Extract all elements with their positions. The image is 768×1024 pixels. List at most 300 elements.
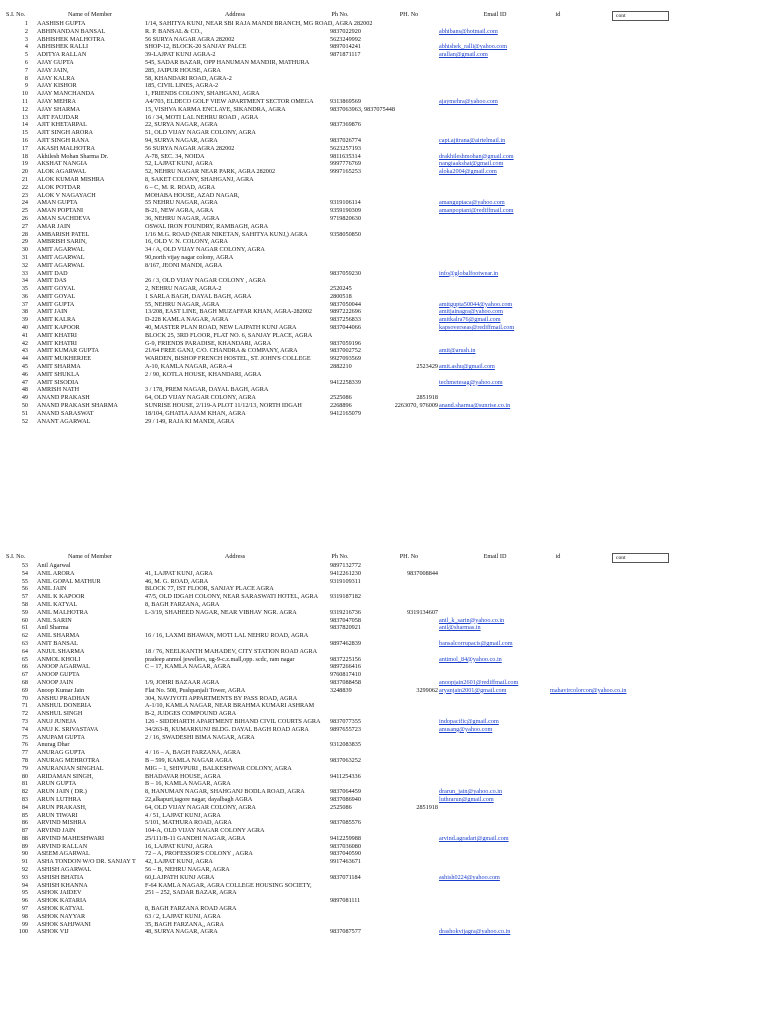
- table-row: [0, 780, 768, 788]
- header-id: id: [555, 553, 561, 560]
- cell-sl: 83: [21, 795, 28, 803]
- cell-sl: 19: [21, 160, 28, 168]
- cell-name: ARUN GUPTA: [37, 780, 77, 788]
- table-row: [0, 788, 768, 796]
- table-row: [0, 285, 768, 293]
- cell-phone: 2268896: [330, 402, 352, 410]
- cell-address: C – 17, KAMLA NAGAR, AGRA: [145, 663, 231, 671]
- cell-name: AMAR JAIN: [37, 222, 71, 230]
- cell-phone: 9837002752: [330, 347, 361, 355]
- cell-sl: 81: [21, 780, 28, 788]
- table-row: [0, 363, 768, 371]
- table-row: [0, 804, 768, 812]
- table-row: [0, 67, 768, 75]
- cell-email[interactable]: anil@sharmas.in: [439, 624, 481, 632]
- cell-name: ALOK KUMAR MISHRA: [37, 175, 105, 183]
- table-row: [0, 624, 768, 632]
- cell-address: L-3/19, SHAHEED NAGAR, NEAR VIBHAV NGR. AGRA: [145, 608, 297, 616]
- cell-sl: 6: [24, 58, 28, 66]
- cell-sl: 32: [21, 261, 28, 269]
- cell-address: 16 / 16, LAXMI BHAWAN, MOTI LAL NEHRU ROAD, AGRA: [145, 632, 309, 640]
- table-row: [0, 184, 768, 192]
- cell-address: 58, KHANDARI ROAD, AGRA-2: [145, 74, 232, 82]
- cell-address: 104-A, OLD VIJAY NAGAR COLONY AGRA: [145, 827, 265, 835]
- cell-phone: 9837256833: [330, 316, 361, 324]
- cell-sl: 91: [21, 858, 28, 866]
- cell-address: 42, LAJPAT KUNJ, AGRA: [145, 858, 213, 866]
- cell-sl: 34: [21, 277, 28, 285]
- table-row: [0, 246, 768, 254]
- table-row: [0, 262, 768, 270]
- cell-name: ANIL SHARMA: [37, 632, 80, 640]
- cell-name: AMAN SACHDEVA: [37, 214, 91, 222]
- cell-phone: 9837071184: [330, 873, 361, 881]
- cell-sl: 37: [21, 300, 28, 308]
- cell-email[interactable]: capt.ajitrana@airtelmail.in: [439, 136, 506, 144]
- cell-name: AMIT DAD: [37, 269, 68, 277]
- cell-address: 94, SURYA NAGAR, AGRA: [145, 136, 218, 144]
- cell-name: ARUN LUTHRA: [37, 795, 82, 803]
- cell-email[interactable]: nangiaakshat@gmail.com: [439, 160, 504, 168]
- cell-phone: 9412165079: [330, 409, 361, 417]
- cell-name: ASHOK JAIDEV: [37, 889, 82, 897]
- cell-name: ARIDAMAN SINGH,: [37, 772, 94, 780]
- table-row: [0, 371, 768, 379]
- cell-sl: 64: [21, 647, 28, 655]
- cell-email[interactable]: kapsoverseas@rediffmail.com: [439, 324, 515, 332]
- cell-address: 64, OLD VIJAY NAGAR COLONY, AGRA: [145, 803, 256, 811]
- cell-phone: 9319106114: [330, 199, 361, 207]
- cell-address: MIG – 1, SHIVPURI , BALKESHWAR COLONY, AGRA: [145, 764, 292, 772]
- cell-phone: 9897462839: [330, 639, 361, 647]
- table-row: [0, 570, 768, 578]
- cell-name: AMAN GUPTA: [37, 199, 78, 207]
- cell-sl: 20: [21, 168, 28, 176]
- cell-name: ANAND PRAKASH SHARMA: [37, 402, 118, 410]
- header-row: [0, 552, 768, 562]
- cell-name: AASHISH GUPTA: [37, 20, 86, 27]
- cell-name: AMIT KALRA: [37, 316, 76, 324]
- table-row: [0, 402, 768, 410]
- cell-address: 1 SARLA BAGH, DAYAL BAGH, AGRA: [145, 292, 252, 300]
- cell-address: 3 / 178, PREM NAGAR, DAYAL BAGH, AGRA: [145, 386, 269, 394]
- cell-sl: 15: [21, 129, 28, 137]
- cell-address: 1/9, JOHRI BAZAAR AGRA: [145, 678, 220, 686]
- table-row: [0, 394, 768, 402]
- cell-id-email[interactable]: mahavircolorcon@yahoo.co.in: [550, 686, 627, 694]
- cell-address: B – 599, KAMLA NAGAR AGRA: [145, 756, 233, 764]
- cell-address: G-9, FRIENDS PARADISE, KHANDARI, AGRA: [145, 339, 272, 347]
- cell-phone: 9837077355: [330, 717, 361, 725]
- cell-address: SHOP-12, BLOCK-20 SANJAY PALCE: [145, 43, 247, 51]
- cell-name: ANAND PRAKASH: [37, 394, 90, 402]
- cell-email[interactable]: techmetesag@yahoo.com: [439, 378, 503, 386]
- cell-address: R. P. BANSAL & CO.,: [145, 27, 203, 35]
- table-row: [0, 386, 768, 394]
- cell-sl: 93: [21, 873, 28, 881]
- cell-sl: 90: [21, 850, 28, 858]
- header-phone: Ph No.: [331, 553, 349, 560]
- cell-name: ANIL K KAPOOR: [37, 593, 85, 601]
- table-row: [0, 819, 768, 827]
- table-row: [0, 293, 768, 301]
- cell-sl: 33: [21, 269, 28, 277]
- header-phone-2: PH. No: [399, 11, 419, 18]
- cell-email[interactable]: luthrarun@gmail.com: [439, 795, 494, 803]
- cell-name: ALOK POTDAR: [37, 183, 81, 191]
- cell-sl: 76: [21, 741, 28, 749]
- cell-phone-2: 9319134607: [407, 608, 438, 616]
- cell-address: 36, NEHRU NAGAR, AGRA: [145, 214, 220, 222]
- cell-email[interactable]: drashokvijagra@yahoo.co.in: [439, 928, 511, 936]
- cell-name: AJAY SHARMA: [37, 105, 81, 113]
- cell-name: ANIL ARORA: [37, 569, 75, 577]
- cell-name: ASHISH BHATIA: [37, 873, 84, 881]
- cell-phone: 9719820630: [330, 214, 361, 222]
- table-row: [0, 718, 768, 726]
- cell-sl: 39: [21, 316, 28, 324]
- cell-email[interactable]: arvind.agradari@gmail.com: [439, 834, 509, 842]
- cell-email[interactable]: amanpoptani@rediffmail.com: [439, 207, 514, 215]
- cell-name: AMIT GOYAL: [37, 292, 76, 300]
- cell-sl: 25: [21, 207, 28, 215]
- table-row: [0, 812, 768, 820]
- cell-email[interactable]: anand.sharma@sunrise.co.in: [439, 402, 511, 410]
- cell-sl: 99: [21, 920, 28, 928]
- table-row: [0, 632, 768, 640]
- cell-phone: 9897081111: [330, 897, 361, 905]
- cell-address: D-228 KAMLA NAGAR, AGRA: [145, 316, 229, 324]
- cell-address: BLOCK 77, IST FLOOR, SANJAY PLACE AGRA: [145, 585, 274, 593]
- cell-sl: 80: [21, 772, 28, 780]
- cell-name: ANIL KATYAL: [37, 600, 78, 608]
- cell-email[interactable]: amit.ashu@gmail.com: [439, 363, 495, 371]
- cell-email[interactable]: ajaymehra@yahoo.com: [439, 97, 498, 105]
- header-email: Email ID: [483, 553, 507, 560]
- table-row: [0, 59, 768, 67]
- cell-phone: 9319109311: [330, 577, 361, 585]
- cell-phone: 2520245: [330, 285, 352, 293]
- cell-address: 41, LAJPAT KUNJ, AGRA: [145, 569, 213, 577]
- cell-phone: 9837820921: [330, 624, 361, 632]
- header-address: Address: [224, 553, 246, 560]
- cell-name: AJAY MEHRA: [37, 97, 76, 105]
- cell-address: F-64 KAMLA NAGAR, AGRA COLLEGE HOUSING SOCIETY,: [145, 881, 312, 889]
- cell-email[interactable]: anil_k_sarin@yahoo.co.in: [439, 616, 505, 624]
- cont-field[interactable]: cont: [612, 11, 669, 21]
- cell-sl: 73: [21, 717, 28, 725]
- cell-email[interactable]: antimol_84@yahoo.co.in: [439, 655, 502, 663]
- cell-sl: 18: [21, 152, 28, 160]
- table-row: [0, 301, 768, 309]
- header-address: Address: [224, 11, 246, 18]
- cell-email[interactable]: arallan@gmail.com: [439, 51, 488, 59]
- cell-address: 35, BAGH FARZANA,, AGRA: [145, 920, 224, 928]
- cell-email[interactable]: anoopjain2601@rediffmail.com: [439, 678, 519, 686]
- cell-email[interactable]: indopacific@gmail.com: [439, 717, 499, 725]
- cell-address: 29 / 149, RAJA KI MANDI, AGRA: [145, 417, 235, 425]
- cell-address: 18/104, GHATIA AJAM KHAN, AGRA: [145, 409, 246, 417]
- cell-sl: 89: [21, 842, 28, 850]
- cell-name: AMIT KUMAR GUPTA: [37, 347, 99, 355]
- cell-sl: 1: [24, 20, 28, 27]
- cell-address: 285, JAIPUR HOUSE, AGRA: [145, 66, 221, 74]
- cell-address: 8/167, JEONI MANDI, AGRA: [145, 261, 223, 269]
- cell-sl: 59: [21, 608, 28, 616]
- cell-sl: 50: [21, 402, 28, 410]
- cell-phone: 2882210: [330, 363, 352, 371]
- cell-phone: 9897014241: [330, 43, 361, 51]
- cell-phone: 9319187182: [330, 593, 361, 601]
- cell-address: BHADAVAR HOUSE, AGRA: [145, 772, 221, 780]
- cell-name: AJIT KHETARPAL: [37, 121, 87, 129]
- cell-sl: 54: [21, 569, 28, 577]
- header-row: [0, 10, 768, 20]
- cell-sl: 41: [21, 331, 28, 339]
- cell-name: Anil Sharma: [37, 624, 69, 632]
- table-row: [0, 749, 768, 757]
- cell-name: AMIT GUPTA: [37, 300, 75, 308]
- cell-email[interactable]: ashish0224@yahoo.com: [439, 873, 500, 881]
- cell-name: ANMOL KHOLI: [37, 655, 81, 663]
- cell-phone: 9837036080: [330, 842, 361, 850]
- cell-phone: 9313869569: [330, 97, 361, 105]
- cell-phone: 5623257193: [330, 144, 361, 152]
- cell-email[interactable]: amitkalra76@gmail.com: [439, 316, 501, 324]
- cell-email[interactable]: info@globalfootwear.in: [439, 269, 499, 277]
- cell-phone: 9837044066: [330, 324, 361, 332]
- cell-phone-2: 9837008844: [407, 569, 438, 577]
- cell-name: AJAY KISHOR: [37, 82, 77, 90]
- cell-name: ASHOK KATARIA: [37, 897, 87, 905]
- cell-sl: 98: [21, 912, 28, 920]
- cell-phone: 3248839: [330, 686, 352, 694]
- cell-email[interactable]: bansalcorrupacis@gmail.com: [439, 639, 513, 647]
- cell-name: AMIT KAPOOR: [37, 324, 80, 332]
- cell-sl: 48: [21, 386, 28, 394]
- cell-address: 8, BAGH FARZANA ROAD AGRA: [145, 905, 237, 913]
- cell-sl: 8: [24, 74, 28, 82]
- cell-name: ARVIND JAIN: [37, 827, 76, 835]
- cell-sl: 26: [21, 214, 28, 222]
- cell-sl: 62: [21, 632, 28, 640]
- table-row: [0, 223, 768, 231]
- cell-phone: 9871871117: [330, 51, 361, 59]
- header-phone-2: PH. No: [399, 553, 419, 560]
- cell-email[interactable]: aryanjain2001@gmail.com: [439, 686, 507, 694]
- cell-name: ANURAG MEHROTRA: [37, 756, 100, 764]
- cell-address: 2, NEHRU NAGAR, AGRA-2: [145, 285, 222, 293]
- table-row: [0, 601, 768, 609]
- cell-sl: 44: [21, 355, 28, 363]
- cell-name: ANSHUL SINGH: [37, 710, 83, 718]
- cell-address: 26 / 3, OLD VIJAY NAGAR COLONY , AGRA: [145, 277, 266, 285]
- cell-sl: 61: [21, 624, 28, 632]
- table-row: [0, 36, 768, 44]
- cell-name: AMIT GOYAL: [37, 285, 76, 293]
- cell-sl: 100: [18, 928, 28, 936]
- cell-name: ANUJ K. SRIVASTAVA: [37, 725, 99, 733]
- cell-phone: 2525086: [330, 394, 352, 402]
- cell-name: AKSHAT NANGIA: [37, 160, 88, 168]
- cell-address: 60,LAJPATH KUNJ AGRA: [145, 873, 215, 881]
- cell-sl: 7: [24, 66, 28, 74]
- cell-sl: 28: [21, 230, 28, 238]
- table-row: [0, 609, 768, 617]
- cont-field[interactable]: cont: [612, 553, 669, 563]
- cell-phone: 9837047058: [330, 616, 361, 624]
- table-row: [0, 866, 768, 874]
- cell-address: 4 / 51, LAJPAT KUNJ, AGRA: [145, 811, 221, 819]
- table-row: [0, 43, 768, 51]
- cell-phone: 9837059196: [330, 339, 361, 347]
- table-row: [0, 757, 768, 765]
- cell-address: A-78, SEC. 34, NOIDA: [145, 152, 205, 160]
- cell-name: ASHISH KHANNA: [37, 881, 88, 889]
- cell-address: 545, SADAR BAZAR, OPP HANUMAN MANDIR, MATHURA: [145, 58, 310, 66]
- cell-phone: 9412261230: [330, 569, 361, 577]
- cell-name: ANIL JAIN: [37, 585, 67, 593]
- cell-sl: 85: [21, 811, 28, 819]
- cell-name: ASHISH AGARWAL: [37, 866, 92, 874]
- cell-address: 52, NEHRU NAGAR NEAR PARK, AGRA 282002: [145, 168, 276, 176]
- cell-address: 52, LAJPAT KUNJ, AGRA: [145, 160, 213, 168]
- cell-email[interactable]: amanguptaca@yahoo.com: [439, 199, 505, 207]
- table-row: [0, 254, 768, 262]
- table-row: [0, 316, 768, 324]
- table-row: [0, 277, 768, 285]
- table-row: [0, 562, 768, 570]
- cell-address: 56 SURYA NAGAR AGRA 282002: [145, 35, 235, 43]
- cell-name: ARUN PRAKASH,: [37, 803, 87, 811]
- cell-name: AJAY KALRA: [37, 74, 75, 82]
- cell-email[interactable]: amitgupta50044@yahoo.com: [439, 300, 513, 308]
- cell-sl: 40: [21, 324, 28, 332]
- cell-name: AMIT JAIN: [37, 308, 68, 316]
- cell-name: Akhilesh Mohan Sharma Dr.: [37, 152, 109, 160]
- cell-sl: 87: [21, 827, 28, 835]
- cell-name: ARVIND RALLAN: [37, 842, 88, 850]
- cell-phone-2: 2523429: [416, 363, 438, 371]
- cell-sl: 13: [21, 113, 28, 121]
- header-phone: Ph No.: [331, 11, 349, 18]
- table-row: [0, 207, 768, 215]
- cell-address: 47/5, OLD IDGAH COLONY, NEAR SARASWATI HOTEL, AGRA: [145, 593, 319, 601]
- cell-address: 25/111/B-11 GANDHI NAGAR, AGRA: [145, 834, 246, 842]
- cell-name: AJAY GUPTA: [37, 58, 74, 66]
- cell-name: AMIT KHATRI: [37, 331, 77, 339]
- table-row: [0, 145, 768, 153]
- cell-email[interactable]: amit@arush.in: [439, 347, 476, 355]
- cell-email[interactable]: drarun_jain@yahoo.co.in: [439, 788, 503, 796]
- cell-name: ASHOK NAYYAR: [37, 912, 86, 920]
- cell-address: 55, NEHRU NAGAR, AGRA: [145, 300, 220, 308]
- cell-sl: 5: [24, 51, 28, 59]
- cell-email[interactable]: drakhileshmohan@gmail.com: [439, 152, 514, 160]
- cell-sl: 77: [21, 749, 28, 757]
- cell-sl: 42: [21, 339, 28, 347]
- cell-sl: 74: [21, 725, 28, 733]
- cell-name: AMIT MUKHERJEE: [37, 355, 92, 363]
- table-row: [0, 905, 768, 913]
- cell-address: 4 / 16 – A, BAGH FARZANA, AGRA: [145, 749, 241, 757]
- cell-name: ARUN TIWARI: [37, 811, 78, 819]
- cell-sl: 96: [21, 897, 28, 905]
- cell-sl: 72: [21, 710, 28, 718]
- cell-name: ASHA TONDON W/O DR. SANJAY T: [37, 858, 136, 866]
- table-row: [0, 874, 768, 882]
- cell-sl: 30: [21, 246, 28, 254]
- cell-address: 126 - SIDDHARTH APARTMENT BIHAND CIVIL COURTS AGRA: [145, 717, 321, 725]
- cell-sl: 86: [21, 819, 28, 827]
- table-row: [0, 928, 768, 936]
- table-row: [0, 679, 768, 687]
- header-email: Email ID: [483, 11, 507, 18]
- cell-name: ANIL GOPAL MATHUR: [37, 577, 101, 585]
- cell-sl: 52: [21, 417, 28, 425]
- table-row: [0, 913, 768, 921]
- table-row: [0, 410, 768, 418]
- cell-sl: 82: [21, 788, 28, 796]
- table-row: [0, 656, 768, 664]
- cell-address: Flat No. 508, Pushpanjali Tower, AGRA: [145, 686, 246, 694]
- cell-name: ASEEM AGARWAL: [37, 850, 90, 858]
- cell-sl: 38: [21, 308, 28, 316]
- table-row: [0, 640, 768, 648]
- cell-phone: 9358050850: [330, 230, 361, 238]
- cell-sl: 55: [21, 577, 28, 585]
- cell-name: ANOOP AGARWAL: [37, 663, 90, 671]
- cell-email[interactable]: abhibans@hotmail.com: [439, 27, 498, 35]
- cell-name: Anil Agarwal: [37, 562, 71, 569]
- cell-name: Anurag Dhar: [37, 741, 70, 749]
- cell-email[interactable]: aloka2004@gmail.com: [439, 168, 497, 176]
- cell-name: ABHISHEK RALLI: [37, 43, 89, 51]
- cell-email[interactable]: amitjainagra@yahoo.com: [439, 308, 503, 316]
- cell-sl: 57: [21, 593, 28, 601]
- cell-address: 251 – 252, SADAR BAZAR, AGRA: [145, 889, 237, 897]
- table-row: [0, 20, 768, 28]
- cell-name: ANAND SARASWAT: [37, 409, 94, 417]
- cell-email[interactable]: anusang@yahoo.com: [439, 725, 493, 733]
- cell-phone: 9837063252: [330, 756, 361, 764]
- cell-phone: 2800518: [330, 292, 352, 300]
- cell-address: 56 SURYA NAGAR AGRA 282002: [145, 144, 235, 152]
- cell-phone: 9359190309: [330, 207, 361, 215]
- table-row: [0, 199, 768, 207]
- cell-address: MOHABA HOUSE, AZAD NAGAR,: [145, 191, 240, 199]
- cell-phone: 9760817410: [330, 671, 361, 679]
- cell-address: 90,north vijay nagar colony, AGRA: [145, 253, 234, 261]
- table-row: [0, 734, 768, 742]
- cell-sl: 16: [21, 136, 28, 144]
- table-row: [0, 687, 768, 695]
- cell-name: AMIT DAS: [37, 277, 67, 285]
- cell-address: 8, BAGH FARZANA, AGRA: [145, 600, 220, 608]
- cell-name: ARVIND MISHRA: [37, 819, 87, 827]
- cell-address: A-1/10, KAMLA NAGAR, NEAR BRAHMA KUMARI ASHRAM: [145, 702, 315, 710]
- cell-address: 2 / 90, KOTLA HOUSE, KHANDARI, AGRA: [145, 370, 262, 378]
- table-row: [0, 379, 768, 387]
- table-row: [0, 160, 768, 168]
- header-name: Name of Member: [68, 11, 112, 18]
- cell-sl: 70: [21, 694, 28, 702]
- cell-email[interactable]: abhishek_ralli@yahoo.com: [439, 43, 508, 51]
- cell-name: ANJUL SHARMA: [37, 647, 85, 655]
- cell-name: AJAY JAIN,: [37, 66, 69, 74]
- cell-address: 304, NAVJYOTI APPARTMENTS BY PASS ROAD, AGRA: [145, 694, 298, 702]
- cell-phone-2: 3299062: [416, 686, 438, 694]
